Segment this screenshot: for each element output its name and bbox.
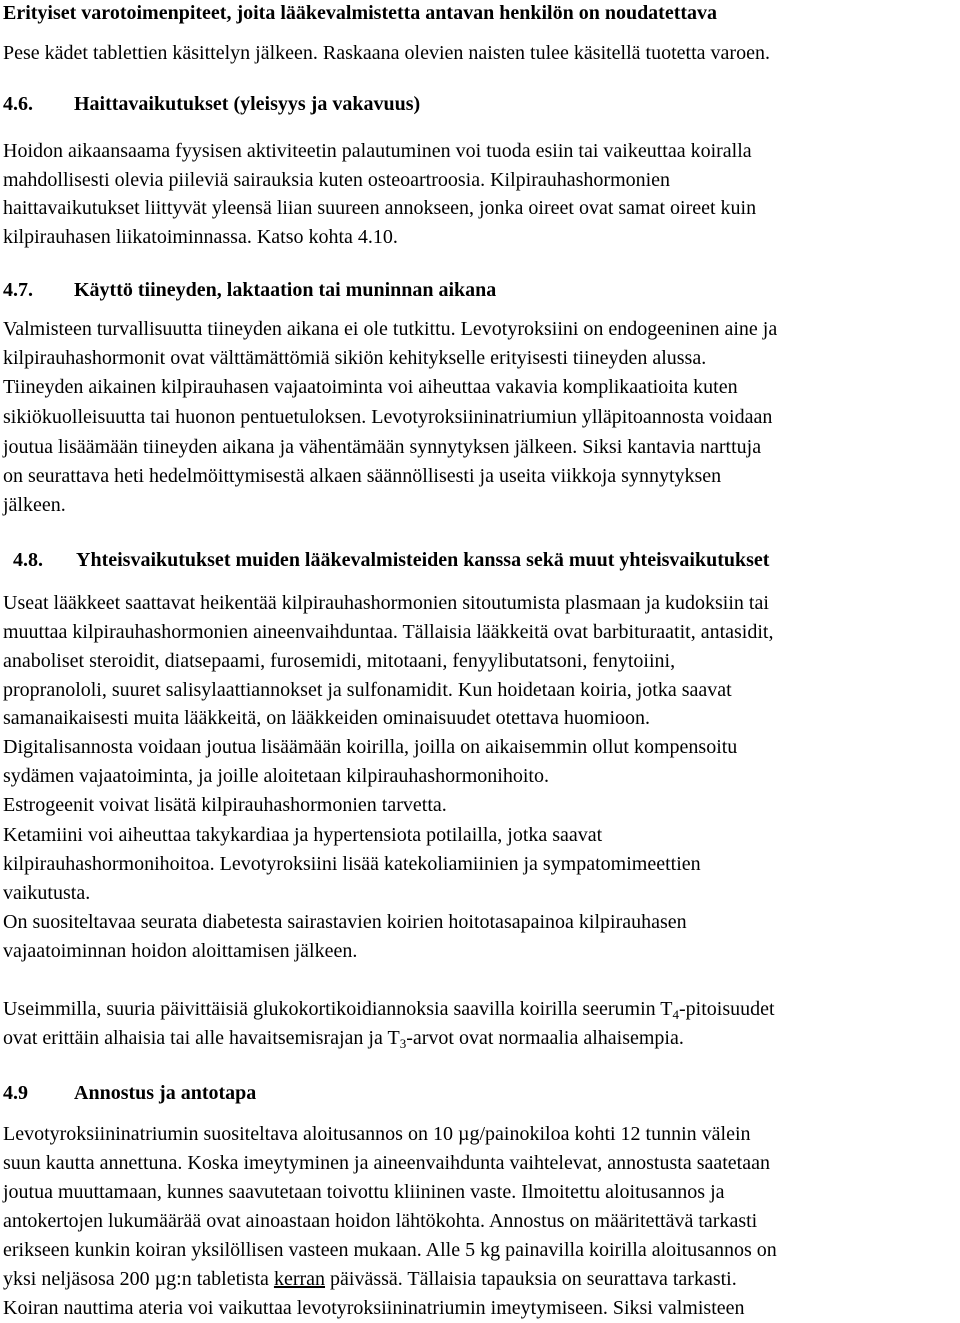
paragraph-line: kilpirauhasen liikatoiminnassa. Katso kohta 4.10. [3, 226, 398, 248]
subscript: 4 [672, 1007, 680, 1022]
section-title: Annostus ja antotapa [74, 1082, 257, 1104]
section-heading-4-7 [3, 277, 496, 303]
paragraph-line: Koiran nauttima ateria voi vaikuttaa levotyroksiininatriumin imeytymiseen. Siksi valmisteen [3, 1297, 745, 1319]
text-run: päivässä. Tällaisia tapauksia on seurattava tarkasti. [325, 1268, 737, 1290]
section-heading-4-8 [3, 547, 769, 573]
section-number: 4.6. [3, 93, 33, 115]
section-number: 4.8. [13, 549, 43, 571]
section-heading-precautions: Erityiset varotoimenpiteet, joita lääkevalmistetta antavan henkilön on noudatettava [3, 2, 718, 24]
paragraph-line: vajaatoiminnan hoidon aloittamisen jälkeen. [3, 940, 358, 962]
text-run: Useimmilla, suuria päivittäisiä glukokortikoidiannoksia saavilla koirilla seerumin T [3, 998, 673, 1020]
paragraph-line [3, 1266, 737, 1292]
paragraph-line: Estrogeenit voivat lisätä kilpirauhashormonien tarvetta. [3, 794, 447, 816]
text-run: ovat erittäin alhaisia tai alle havaitsemisrajan ja T [3, 1027, 400, 1049]
paragraph-line: mahdollisesti olevia piileviä sairauksia kuten osteoartroosia. Kilpirauhashormonien [3, 169, 671, 191]
section-title: Käyttö tiineyden, laktaation tai muninnan aikana [74, 279, 497, 301]
paragraph-line: propranololi, suuret salisylaattiannokset ja sulfonamidit. Kun hoidetaan koiria, jotka saavat [3, 679, 732, 701]
section-number: 4.9 [3, 1082, 28, 1104]
paragraph-line: Levotyroksiininatriumin suositeltava aloitusannos on 10 µg/painokiloa kohti 12 tunnin välein [3, 1123, 751, 1145]
underlined-text: kerran [273, 1268, 326, 1290]
section-heading-4-6 [3, 91, 420, 117]
section-title: Haittavaikutukset (yleisyys ja vakavuus) [74, 93, 421, 115]
paragraph-line: kilpirauhashormonit ovat välttämättömiä sikiön kehitykselle erityisesti tiineyden alussa. [3, 347, 707, 369]
paragraph-line: vaikutusta. [3, 882, 91, 904]
paragraph-line: samanaikaisesti muita lääkkeitä, on lääkkeiden ominaisuudet otettava huomioon. [3, 707, 651, 729]
text-run: yksi neljäsosa 200 µg:n tabletista [3, 1268, 274, 1290]
paragraph-line: Ketamiini voi aiheuttaa takykardiaa ja hypertensiota potilailla, jotka saavat [3, 824, 603, 846]
paragraph-line: Pese kädet tablettien käsittelyn jälkeen. Raskaana olevien naisten tulee käsitellä tuotetta varoen. [3, 42, 770, 64]
paragraph-line: On suositeltavaa seurata diabetesta sairastavien koirien hoitotasapainoa kilpirauhasen [3, 911, 687, 933]
paragraph-line: anaboliset steroidit, diatsepaami, furosemidi, mitotaani, fenyylibutatsoni, fenytoiini, [3, 650, 676, 672]
paragraph-line: Digitalisannosta voidaan joutua lisäämään koirilla, joilla on aikaisemmin ollut kompensoitu [3, 736, 738, 758]
section-title: Yhteisvaikutukset muiden lääkevalmisteiden kanssa sekä muut yhteisvaikutukset [76, 549, 770, 571]
section-heading-4-9 [3, 1080, 256, 1106]
text-run: -pitoisuudet [679, 998, 775, 1020]
paragraph-line: suun kautta annettuna. Koska imeytyminen ja aineenvaihdunta vaihtelevat, annostusta saatetaan [3, 1152, 770, 1174]
paragraph-line: jälkeen. [3, 494, 66, 516]
paragraph-line [3, 1025, 684, 1051]
paragraph-line: Tiineyden aikainen kilpirauhasen vajaatoiminta voi aiheuttaa vakavia komplikaatioita kuten [3, 376, 738, 398]
paragraph-line: Useat lääkkeet saattavat heikentää kilpirauhashormonien sitoutumista plasmaan ja kudoksiin tai [3, 592, 769, 614]
section-number: 4.7. [3, 279, 33, 301]
paragraph-line: sikiökuolleisuutta tai huonon pentuetuloksen. Levotyroksiininatriumiun ylläpitoannosta voidaan [3, 406, 773, 428]
paragraph-line: haittavaikutukset liittyvät yleensä liian suureen annokseen, jonka oireet ovat samat oireet kuin [3, 197, 757, 219]
paragraph-line: erikseen kunkin koiran yksilöllisen vasteen mukaan. Alle 5 kg painavilla koirilla aloitusannos on [3, 1239, 777, 1261]
paragraph-line [3, 996, 775, 1022]
paragraph-line: Valmisteen turvallisuutta tiineyden aikana ei ole tutkittu. Levotyroksiini on endogeeninen aine ja [3, 318, 778, 340]
subscript: 3 [399, 1036, 407, 1051]
paragraph-line: Hoidon aikaansaama fyysisen aktiviteetin palautuminen voi tuoda esiin tai vaikeuttaa koiralla [3, 140, 752, 162]
paragraph-line: sydämen vajaatoiminta, ja joille aloitetaan kilpirauhashormonihoito. [3, 765, 549, 787]
text-run: -arvot ovat normaalia alhaisempia. [406, 1027, 684, 1049]
paragraph-line: muuttaa kilpirauhashormonien aineenvaihduntaa. Tällaisia lääkkeitä ovat barbituraatit, antasidit, [3, 621, 774, 643]
paragraph-line: on seurattava heti hedelmöittymisestä alkaen säännöllisesti ja useita viikkoja synnytyksen [3, 465, 722, 487]
paragraph-line: joutua muuttamaan, kunnes saavutetaan toivottu kliininen vaste. Ilmoitettu aloitusannos ja [3, 1181, 725, 1203]
paragraph-line: joutua lisäämään tiineyden aikana ja vähentämään synnytyksen jälkeen. Siksi kantavia narttuja [3, 436, 762, 458]
paragraph-line: kilpirauhashormonihoitoa. Levotyroksiini lisää katekoliamiinien ja sympatomimeettien [3, 853, 701, 875]
paragraph-line: antokertojen lukumäärää ovat ainoastaan hoidon lähtökohta. Annostus on määritettävä tarkasti [3, 1210, 758, 1232]
